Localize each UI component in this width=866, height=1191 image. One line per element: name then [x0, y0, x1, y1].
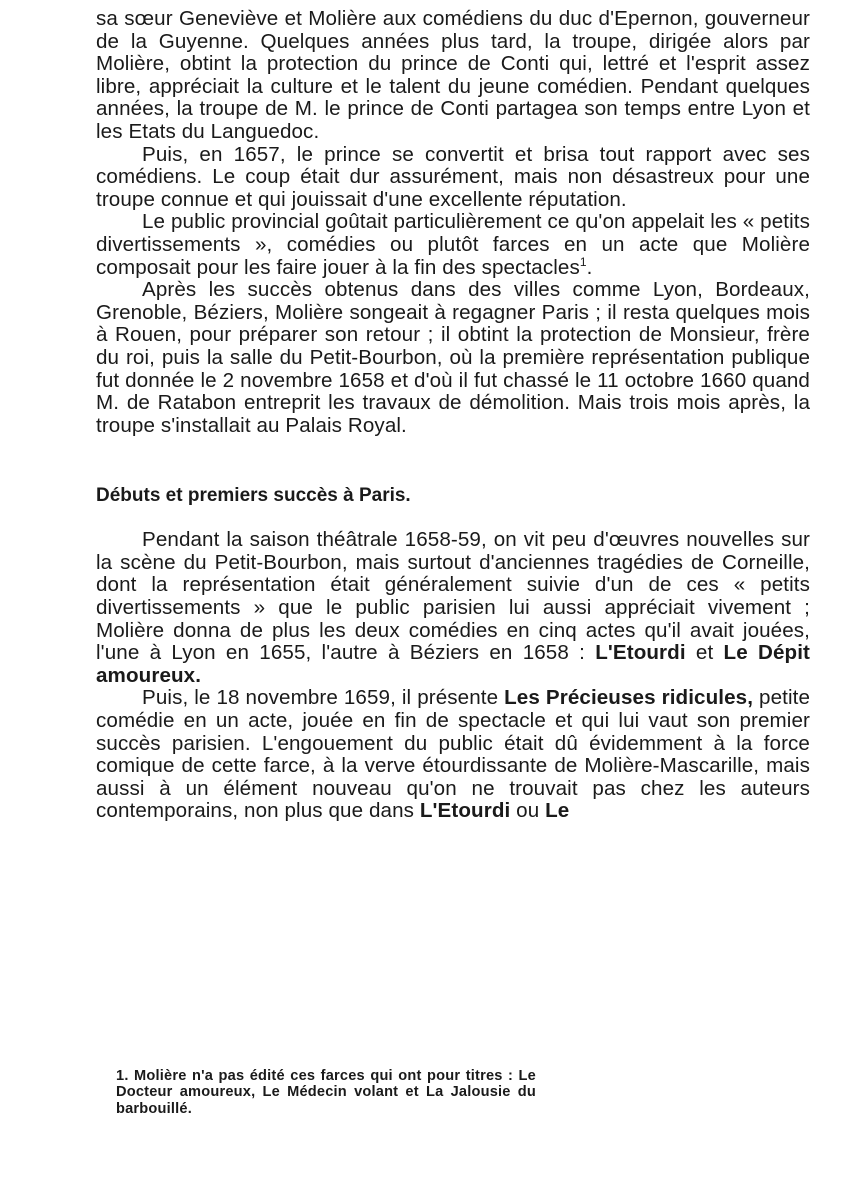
- title-depit-amoureux: Le Dépit amoureux.: [96, 641, 810, 687]
- page-body: [96, 8, 810, 823]
- title-etourdi: L'Etourdi: [595, 641, 686, 665]
- footnote-ref[interactable]: 1: [579, 254, 587, 269]
- paragraph-3-text: Le public provincial goûtait particulièrement ce qu'on appelait les « petits divertissements », comédies ou plutôt farces en un acte que Molière composait pour les faire jouer à la fin des spectacles: [96, 210, 810, 279]
- title-precieuses-ridicules: Les Précieuses ridicules,: [504, 686, 754, 710]
- paragraph-2: Puis, en 1657, le prince se convertit et brisa tout rapport avec ses comédiens. Le coup était dur assurément, mais non désastreux pour une troupe connue et qui jouissait d'une excellente réputation.: [96, 142, 810, 211]
- paragraph-5-and: et: [685, 641, 724, 665]
- paragraph-6: [96, 687, 810, 823]
- paragraph-5: [96, 529, 810, 687]
- section-heading: Débuts et premiers succès à Paris.: [96, 485, 411, 507]
- paragraph-6-text-c: ou: [510, 799, 546, 823]
- section-spacer: [96, 437, 810, 485]
- title-le: Le: [545, 799, 570, 823]
- paragraph-4: Après les succès obtenus dans des villes comme Lyon, Bordeaux, Grenoble, Béziers, Molière songeait à regagner Paris ; il resta quelques mois à Rouen, pour préparer son retour ; il obtint la protection de Monsieur, frère du roi, puis la salle du Petit-Bourbon, où la première représentation publique fut donnée le 2 novembre 1658 et d'où il fut chassé le 11 octobre 1660 quand M. de Ratabon entreprit les travaux de démolition. Mais trois mois après, la troupe s'installait au Palais Royal.: [96, 278, 810, 437]
- paragraph-5-text: Pendant la saison théâtrale 1658-59, on vit peu d'œuvres nouvelles sur la scène du Petit-Bourbon, mais surtout d'anciennes tragédies de Corneille, dont la représentation était généralement suivie d'un de ces « petits divertissements » que le public parisien lui aussi appréciait vivement ; Molière donna de plus les deux comédies en cinq actes qu'il avait jouées, l'une à Lyon en 1655, l'autre à Béziers en 1658 :: [96, 528, 810, 665]
- paragraph-6-text-a: Puis, le 18 novembre 1659, il présente: [142, 686, 505, 710]
- heading-spacer: [96, 507, 810, 529]
- footnote: 1. Molière n'a pas édité ces farces qui ont pour titres : Le Docteur amoureux, Le Médecin volant et La Jalousie du barbouillé.: [116, 1068, 536, 1117]
- paragraph-6-text-b: petite comédie en un acte, jouée en fin de spectacle et qui lui vaut son premier succès parisien. L'engouement du public était dû évidemment à la force comique de cette farce, à la verve étourdissante de Molière-Mascarille, mais aussi à un élément nouveau qu'on ne trouvait pas chez les auteurs contemporains, non plus que dans: [96, 686, 810, 823]
- paragraph-1: sa sœur Geneviève et Molière aux comédiens du duc d'Epernon, gouverneur de la Guyenne. Quelques années plus tard, la troupe, dirigée alors par Molière, obtint la protection du prince de Conti qui, lettré et l'esprit assez libre, appréciait la culture et le talent du jeune comédien. Pendant quelques années, la troupe de M. le prince de Conti partagea son temps entre Lyon et les Etats du Languedoc.: [96, 7, 810, 143]
- paragraph-3-end: .: [586, 255, 593, 279]
- title-etourdi-2: L'Etourdi: [419, 799, 511, 823]
- paragraph-3: [96, 211, 810, 279]
